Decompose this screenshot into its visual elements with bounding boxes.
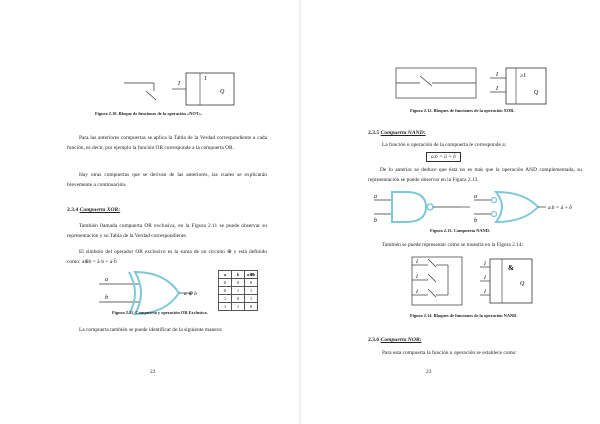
fig214-box-label: & [508,264,514,272]
fig214-block-input2: I [484,275,486,281]
truth-table-cell: 0 [232,279,245,287]
nand-heading [368,130,426,136]
right-paragraph-4: Para esta compuerta la función u operación se establece como: [382,350,517,356]
truth-table-row [219,279,258,287]
xor-output-label: a ⊕ b [184,291,197,297]
right-page-number: 23 [426,369,432,375]
truth-table-header: b [232,271,245,279]
xor-input-a-label: a [105,277,108,283]
figure-2-14-caption: Figura 2.14. Bloques de funciones de la operación NAND. [410,313,518,318]
truth-table-cell: 1 [245,287,258,295]
nand1-input-b-label: b [374,218,377,224]
nand1-input-a-label: a [374,194,377,200]
right-paragraph-2: De lo anterior se deduce que ésta no es más que la operación AND complementada, su representación se puede observar en la Figura 2.13. [368,167,582,183]
fig212-output-label: Q [534,90,539,96]
fig212-input2-label: I [496,86,498,92]
figure-2-13-caption: Figura 2.13. Compuerta NAND. [430,228,491,233]
nand-heading-number: 2.3.5 [368,130,380,136]
nand2-input-a-label: a [474,194,477,200]
truth-table-cell: 1 [232,303,245,311]
fig214-block-input1: I [484,261,486,267]
truth-table-row [219,303,258,311]
fig214-block-input3: I [484,289,486,295]
xor-truth-table [218,270,258,311]
nor-heading-title: Compuerta NOR: [380,337,422,343]
truth-table-cell: 1 [219,303,232,311]
fig212-input1-label: I [496,72,498,78]
fig210-box-label: 1 [204,76,207,82]
fig214-left-input1: I [416,259,418,265]
figure-2-14-nand-block [408,253,538,309]
right-page [300,0,600,424]
fig214-left-input3: I [416,289,418,295]
nor-heading [368,337,421,343]
truth-table-row [219,295,258,303]
nand2-input-b-label: b [474,218,477,224]
right-paragraph-3: También se puede representar como se muestra en la Figura 2.14: [382,242,524,248]
xor-heading [67,207,120,213]
nor-heading-number: 2.3.6 [368,337,380,343]
left-page-number: 22 [150,369,156,375]
left-paragraph-3: También llamada compuerta OR exclusiva, en la Figura 2.11 se puede observar su representación y su Tabla de la Verdad correspondiente. [67,223,267,239]
left-paragraph-2: Hay otras compuertas que se derivan de las anteriores, las cuales se explicarán brevemente a continuación. [67,172,267,188]
truth-table-cell: 0 [245,279,258,287]
fig210-output-label: Q [220,89,225,95]
fig210-input-label: I [178,81,180,87]
truth-table-header: a [219,271,232,279]
figure-2-10-not-block [124,65,244,107]
truth-table-cell: 0 [219,287,232,295]
left-paragraph-4: El símbolo del operador OR exclusivo es la suma de un circuito ⊕ y está definido como: a⊕b = ā·b + a·b̄ [67,249,267,265]
truth-table-cell: 1 [245,295,258,303]
truth-table-row [219,287,258,295]
truth-table-header-row [219,271,258,279]
truth-table-cell: 1 [232,287,245,295]
left-paragraph-5: La compuerta también se puede identificar de la siguiente manera: [79,327,223,333]
fig214-output-label: Q [520,281,525,287]
left-paragraph-1: Para las anteriores compuertas se aplica la Tabla de la Verdad correspondiente a cada función, es decir, por ejemplo la función OR corresponde a la compuerta OR. [67,135,267,151]
fig212-box-label: ≥1 [520,73,527,79]
xor-heading-title: Compuerta XOR: [79,207,121,213]
xor-heading-number: 2.3.4 [67,207,79,213]
truth-table-cell: 0 [219,279,232,287]
figure-2-12-caption: Figura 2.12. Bloques de funciones de la operación XOR. [410,108,515,113]
truth-table-cell: 0 [232,295,245,303]
truth-table-header: a⊕b [245,271,258,279]
nand-output-label: a.b = ā + b̄ [548,205,572,211]
figure-2-10-caption: Figura 2.10. Bloque de funciones de la operación «NOT». [95,111,202,116]
right-paragraph-1: La función u operación de la compuerta le corresponde a: [382,142,507,148]
xor-input-b-label: b [105,295,108,301]
nand-formula: a.b = ā + b̄ [426,152,461,162]
truth-table-cell: 1 [219,295,232,303]
figure-2-12-xor-block [394,66,554,106]
figure-2-11-caption: Figura 2.11. Compuerta y operación OR Exclusiva. [112,310,208,315]
fig214-left-input2: I [416,274,418,280]
truth-table-cell: 0 [245,303,258,311]
nand-heading-title: Compuerta NAND: [380,130,426,136]
nand-gate-symbols [370,188,590,226]
